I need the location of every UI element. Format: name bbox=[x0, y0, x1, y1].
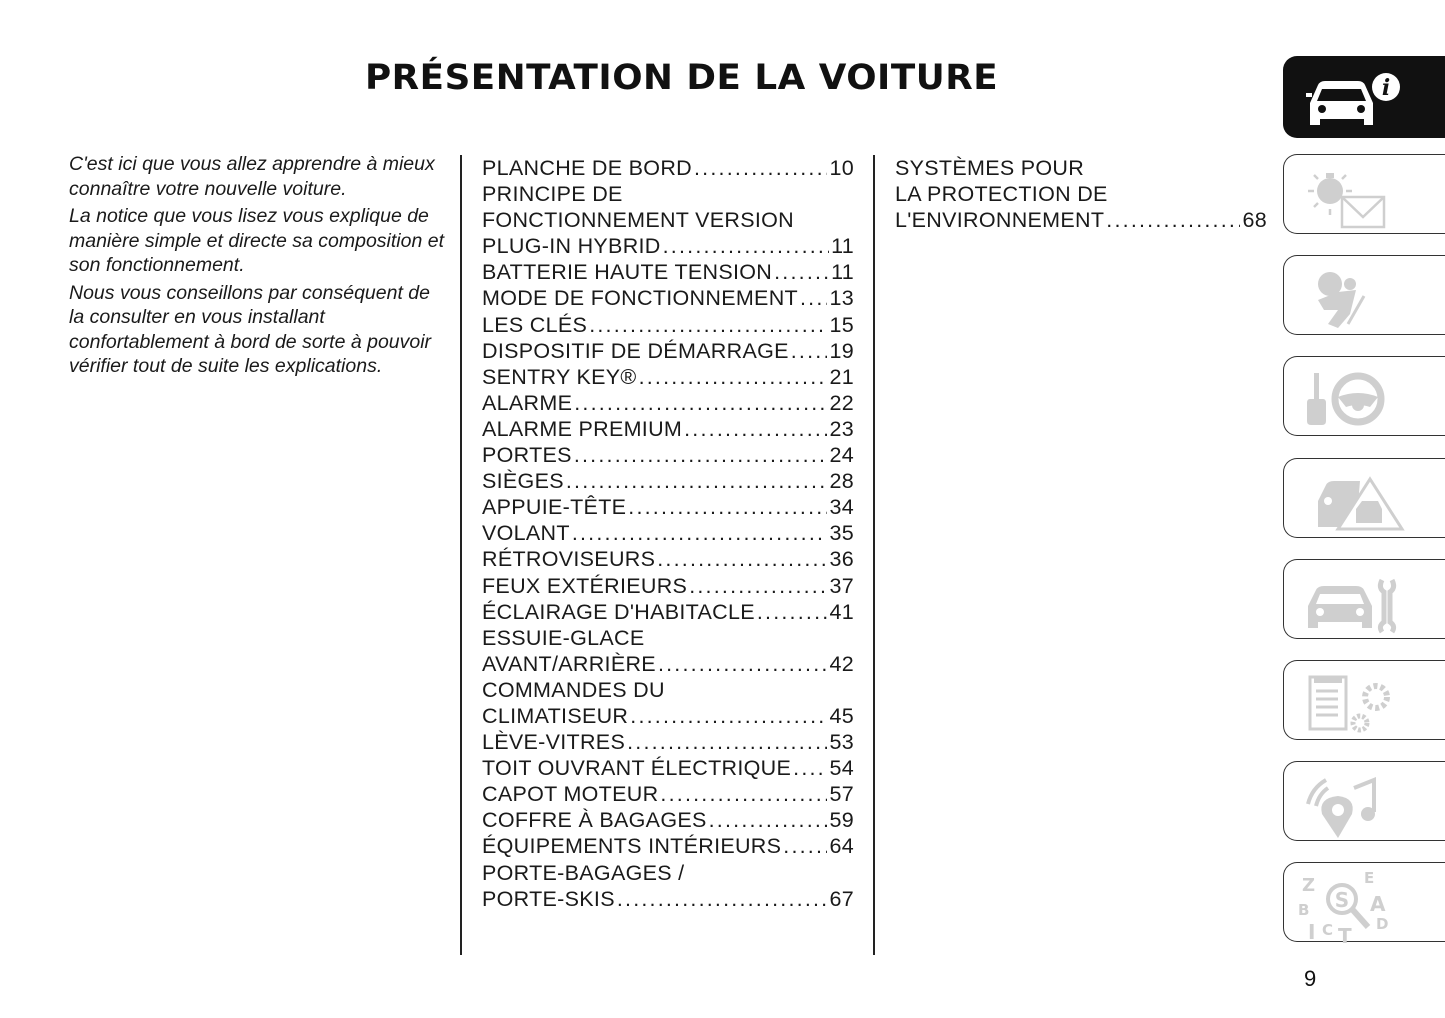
toc-entry-label: PORTE-SKIS bbox=[482, 886, 615, 911]
toc-entry[interactable] bbox=[482, 155, 854, 181]
toc-entry-page: 28 bbox=[829, 469, 854, 494]
specs-gears-icon bbox=[1298, 667, 1408, 737]
toc-entry-page: 57 bbox=[829, 782, 854, 807]
svg-text:A: A bbox=[1370, 892, 1386, 916]
tab-maintenance[interactable] bbox=[1283, 559, 1445, 639]
dot-leader bbox=[694, 155, 827, 181]
tab-starting-driving[interactable] bbox=[1283, 356, 1445, 436]
toc-entry-row bbox=[895, 207, 1267, 233]
tab-index[interactable] bbox=[1283, 862, 1445, 945]
dot-leader bbox=[791, 338, 828, 364]
toc-entry[interactable] bbox=[482, 546, 854, 572]
toc-entry-page: 59 bbox=[829, 808, 854, 833]
toc-entry-label: APPUIE-TÊTE bbox=[482, 495, 627, 520]
toc-entry-label: COFFRE À BAGAGES bbox=[482, 808, 707, 833]
toc-entry[interactable] bbox=[482, 416, 854, 442]
column-divider bbox=[873, 155, 875, 955]
toc-entry-row bbox=[482, 520, 854, 546]
tab-car-presentation[interactable] bbox=[1283, 56, 1445, 138]
toc-entry-label: ALARME PREMIUM bbox=[482, 416, 683, 441]
toc-entry-label: ÉQUIPEMENTS INTÉRIEURS bbox=[482, 834, 782, 859]
intro-paragraph: Nous vous conseillons par conséquent de la consulter en vous installant confortablement à bord de sorte à pouvoir vérifier tout de suite les explications. bbox=[69, 281, 432, 377]
dot-leader bbox=[574, 390, 827, 416]
tab-emergency[interactable] bbox=[1283, 458, 1445, 538]
toc-entry-label: FEUX EXTÉRIEURS bbox=[482, 573, 688, 598]
toc-entry-label: L'ENVIRONNEMENT bbox=[895, 208, 1105, 233]
toc-entry-page: 15 bbox=[829, 312, 854, 337]
toc-entry-page: 68 bbox=[1242, 208, 1267, 233]
toc-entry-label-line: PORTE-BAGAGES / bbox=[482, 860, 685, 885]
toc-entry-page: 42 bbox=[829, 651, 854, 676]
dot-leader bbox=[627, 729, 827, 755]
svg-text:I: I bbox=[1308, 920, 1316, 944]
dot-leader bbox=[589, 312, 827, 338]
dot-leader bbox=[566, 468, 828, 494]
car-wrench-icon bbox=[1298, 566, 1408, 636]
toc-entry-page: 35 bbox=[829, 521, 854, 546]
svg-text:C: C bbox=[1322, 921, 1334, 939]
dot-leader bbox=[617, 886, 828, 912]
toc-entry-label-line: LA PROTECTION DE bbox=[895, 182, 1108, 207]
dot-leader bbox=[757, 599, 828, 625]
toc-entry[interactable] bbox=[482, 468, 854, 494]
toc-entry-label: ÉCLAIRAGE D'HABITACLE bbox=[482, 599, 755, 624]
toc-entry-label: PLANCHE DE BORD bbox=[482, 156, 692, 180]
toc-entry[interactable] bbox=[482, 442, 854, 468]
svg-text:D: D bbox=[1376, 915, 1389, 933]
dot-leader bbox=[783, 833, 827, 859]
toc-entry[interactable] bbox=[482, 494, 854, 520]
toc-entry-row bbox=[482, 338, 854, 364]
toc-entry[interactable] bbox=[482, 312, 854, 338]
toc-entry-page: 54 bbox=[829, 756, 854, 781]
toc-entry-row bbox=[482, 599, 854, 625]
toc-entry-row bbox=[482, 833, 854, 859]
dot-leader bbox=[689, 573, 827, 599]
toc-entry[interactable] bbox=[482, 285, 854, 311]
toc-entry-page: 36 bbox=[829, 547, 854, 572]
intro-paragraph: La notice que vous lisez vous explique de manière simple et directe sa composition et son fonctionnement. bbox=[69, 205, 445, 276]
toc-entry-page: 10 bbox=[829, 156, 854, 180]
toc-entry-row bbox=[482, 312, 854, 338]
toc-entry-label-line: ESSUIE-GLACE bbox=[482, 625, 645, 650]
toc-entry[interactable] bbox=[482, 677, 854, 729]
toc-entry-label: LES CLÉS bbox=[482, 312, 588, 337]
toc-entry-label: PLUG-IN HYBRID bbox=[482, 234, 661, 259]
toc-entry-row bbox=[482, 390, 854, 416]
toc-entry-page: 23 bbox=[829, 416, 854, 441]
toc-entry-label: RÉTROVISEURS bbox=[482, 547, 656, 572]
toc-entry[interactable] bbox=[482, 833, 854, 859]
toc-column-2 bbox=[895, 155, 1267, 233]
toc-entry[interactable] bbox=[482, 755, 854, 781]
dot-leader bbox=[663, 233, 829, 259]
dot-leader bbox=[574, 442, 828, 468]
toc-entry-label-line: PRINCIPE DE bbox=[482, 182, 623, 207]
toc-entry[interactable] bbox=[482, 181, 854, 259]
dot-leader bbox=[572, 520, 828, 546]
toc-entry-row bbox=[482, 468, 854, 494]
toc-entry-label: DISPOSITIF DE DÉMARRAGE bbox=[482, 338, 789, 363]
toc-entry[interactable] bbox=[482, 390, 854, 416]
toc-entry-label-line: COMMANDES DU bbox=[482, 677, 665, 702]
toc-entry[interactable] bbox=[482, 625, 854, 677]
toc-entry-page: 37 bbox=[829, 573, 854, 598]
toc-entry-row bbox=[482, 573, 854, 599]
toc-entry-label: AVANT/ARRIÈRE bbox=[482, 651, 656, 676]
dot-leader bbox=[660, 781, 827, 807]
toc-entry-row bbox=[482, 494, 854, 520]
toc-entry-label: VOLANT bbox=[482, 521, 570, 546]
intro-paragraph: C'est ici que vous allez apprendre à mieux connaître votre nouvelle voiture. bbox=[69, 153, 435, 200]
toc-entry-page: 24 bbox=[829, 443, 854, 468]
dot-leader bbox=[657, 546, 827, 572]
toc-entry-page: 11 bbox=[831, 260, 854, 285]
dot-leader bbox=[628, 494, 827, 520]
dot-leader bbox=[793, 755, 827, 781]
toc-entry-page: 41 bbox=[829, 599, 854, 624]
intro-text bbox=[69, 152, 449, 382]
toc-entry-page: 64 bbox=[829, 834, 854, 859]
toc-entry-row bbox=[482, 442, 854, 468]
toc-entry-row bbox=[482, 755, 854, 781]
toc-entry-page: 21 bbox=[829, 364, 854, 389]
dot-leader bbox=[639, 364, 828, 390]
toc-entry-label: MODE DE FONCTIONNEMENT bbox=[482, 286, 798, 311]
toc-entry-row bbox=[482, 886, 854, 912]
svg-text:E: E bbox=[1364, 869, 1375, 887]
toc-entry[interactable] bbox=[482, 338, 854, 364]
toc-entry-row bbox=[482, 364, 854, 390]
warning-light-message-icon bbox=[1298, 161, 1408, 231]
svg-text:i: i bbox=[1381, 75, 1391, 101]
toc-entry[interactable] bbox=[482, 781, 854, 807]
toc-entry[interactable] bbox=[482, 520, 854, 546]
toc-entry-row bbox=[482, 807, 854, 833]
toc-entry-page: 67 bbox=[829, 886, 854, 911]
toc-entry-page: 13 bbox=[829, 286, 854, 311]
svg-text:T: T bbox=[1338, 924, 1352, 945]
toc-entry-label: CAPOT MOTEUR bbox=[482, 782, 659, 807]
toc-entry[interactable] bbox=[482, 807, 854, 833]
toc-entry-page: 53 bbox=[829, 730, 854, 755]
toc-entry[interactable] bbox=[895, 155, 1267, 233]
toc-entry-row bbox=[482, 781, 854, 807]
toc-entry-row bbox=[482, 155, 854, 181]
toc-entry[interactable] bbox=[482, 729, 854, 755]
airbag-seatbelt-icon bbox=[1298, 262, 1408, 332]
toc-entry[interactable] bbox=[482, 573, 854, 599]
page-number: 9 bbox=[1304, 966, 1317, 991]
toc-entry[interactable] bbox=[482, 364, 854, 390]
tab-multimedia[interactable] bbox=[1283, 761, 1445, 841]
key-steering-wheel-icon bbox=[1298, 363, 1408, 433]
car-accident-warning-icon bbox=[1298, 465, 1408, 535]
toc-entry-row bbox=[482, 651, 854, 677]
toc-entry-row bbox=[482, 259, 854, 285]
dot-leader bbox=[774, 259, 829, 285]
svg-text:Z: Z bbox=[1302, 875, 1316, 896]
tab-technical-data[interactable] bbox=[1283, 660, 1445, 740]
svg-text:S: S bbox=[1334, 888, 1350, 912]
toc-entry-label: PORTES bbox=[482, 443, 572, 468]
multimedia-icon bbox=[1298, 768, 1408, 838]
page-title: PRÉSENTATION DE LA VOITURE bbox=[365, 58, 999, 98]
alphabetical-index-icon bbox=[1298, 869, 1408, 945]
dot-leader bbox=[800, 285, 828, 311]
tab-warning-lights-messages[interactable] bbox=[1283, 154, 1445, 234]
svg-text:B: B bbox=[1298, 901, 1310, 919]
toc-entry-label: BATTERIE HAUTE TENSION bbox=[482, 260, 773, 285]
toc-entry-label: ALARME bbox=[482, 390, 573, 415]
toc-entry-label: SENTRY KEY® bbox=[482, 364, 637, 389]
toc-entry-page: 11 bbox=[831, 234, 854, 259]
toc-entry-page: 45 bbox=[829, 703, 854, 728]
column-divider bbox=[460, 155, 462, 955]
toc-entry-label-line: FONCTIONNEMENT VERSION bbox=[482, 208, 794, 233]
toc-entry-label-line: SYSTÈMES POUR bbox=[895, 156, 1085, 180]
toc-entry-row bbox=[482, 546, 854, 572]
dot-leader bbox=[630, 703, 827, 729]
toc-entry-row bbox=[482, 416, 854, 442]
dot-leader bbox=[1106, 207, 1240, 233]
dot-leader bbox=[658, 651, 828, 677]
toc-entry[interactable] bbox=[482, 599, 854, 625]
car-info-icon bbox=[1298, 63, 1408, 133]
toc-entry-row bbox=[482, 703, 854, 729]
toc-entry-row bbox=[482, 233, 854, 259]
toc-entry-label: CLIMATISEUR bbox=[482, 703, 629, 728]
toc-entry-label: SIÈGES bbox=[482, 469, 564, 494]
toc-entry-row bbox=[482, 729, 854, 755]
tab-safety[interactable] bbox=[1283, 255, 1445, 335]
toc-entry[interactable] bbox=[482, 259, 854, 285]
toc-entry-page: 19 bbox=[829, 338, 854, 363]
toc-entry-page: 34 bbox=[829, 495, 854, 520]
toc-entry-page: 22 bbox=[829, 390, 854, 415]
toc-entry-row bbox=[482, 285, 854, 311]
toc-entry[interactable] bbox=[482, 860, 854, 912]
dot-leader bbox=[684, 416, 827, 442]
toc-entry-label: LÈVE-VITRES bbox=[482, 730, 626, 755]
dot-leader bbox=[709, 807, 828, 833]
toc-column-1 bbox=[482, 155, 854, 912]
toc-entry-label: TOIT OUVRANT ÉLECTRIQUE bbox=[482, 756, 792, 781]
